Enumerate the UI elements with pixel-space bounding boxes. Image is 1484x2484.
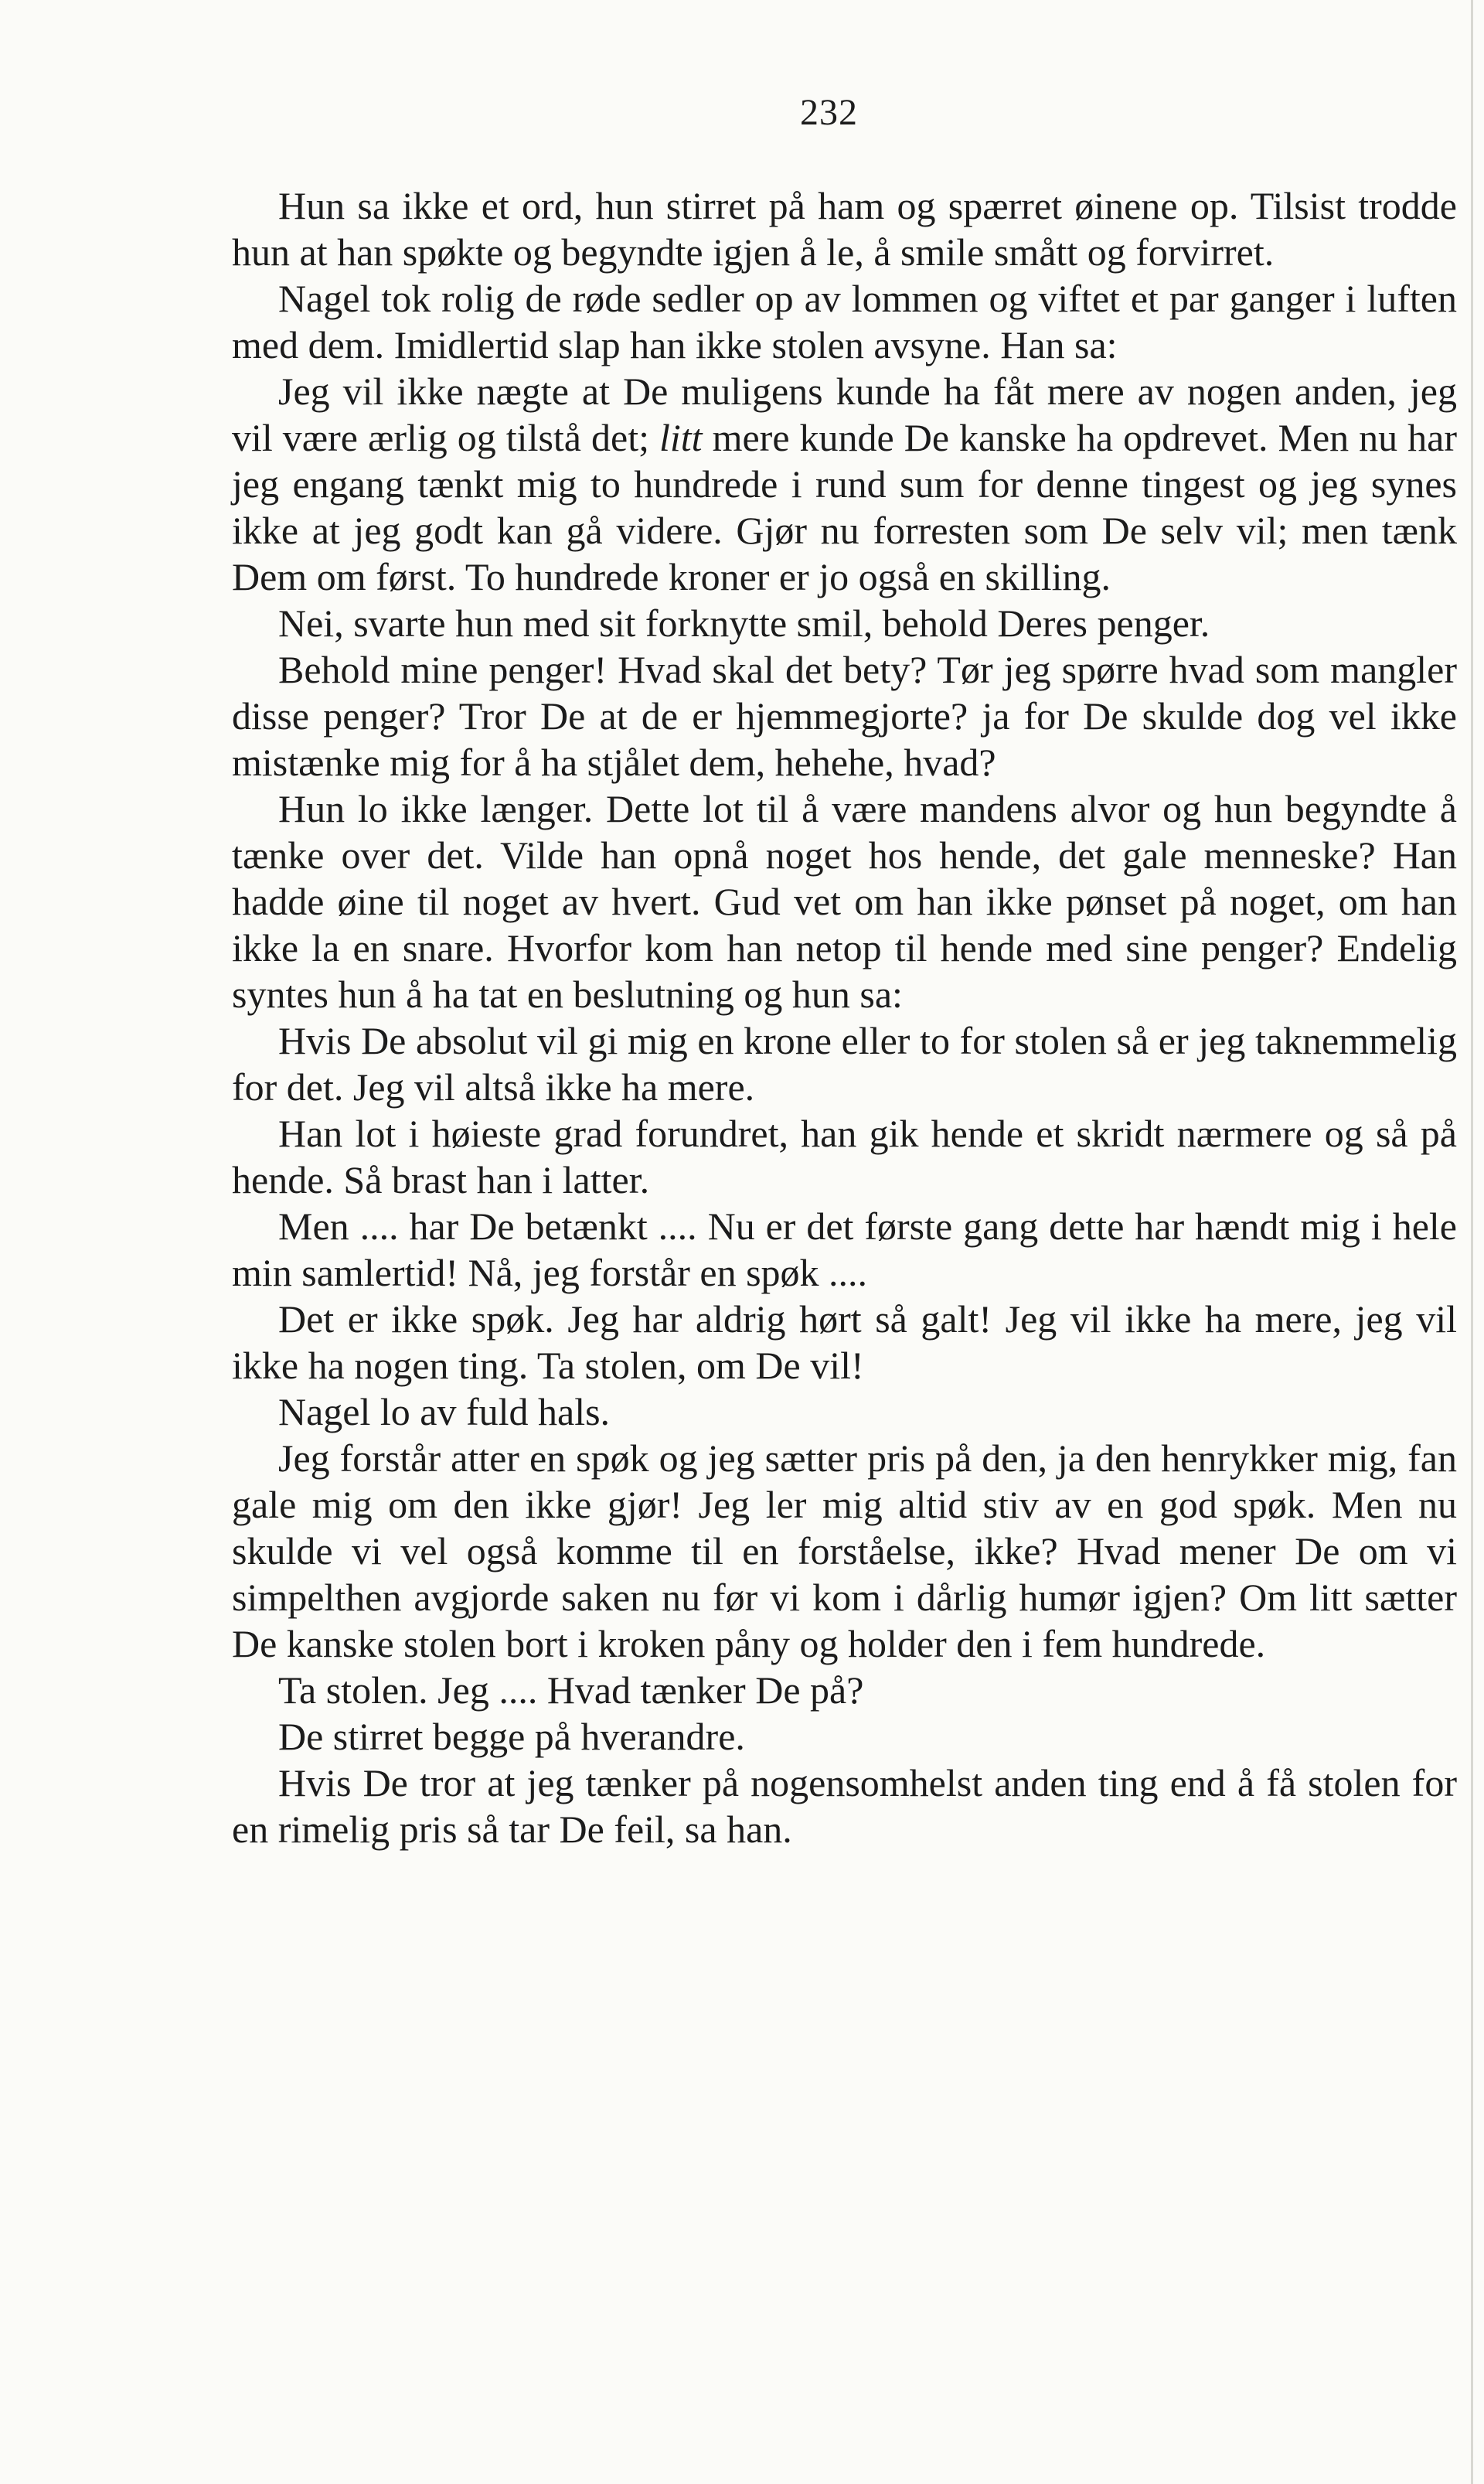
paragraph: Ta stolen. Jeg .... Hvad tænker De på? (278, 1668, 864, 1712)
paragraph: Jeg vil ikke nægte at De muligens kunde ha fåt mere av nogen anden, jeg vil være ærlig og tilstå det; litt mere kunde De kanske ha opdrevet. Men nu har jeg engang tænkt mig to hundrede i rund sum for denne tingest og jeg synes ikke at jeg godt kan gå videre. Gjør nu forresten som De selv vil; men tænk Dem om først. To hundrede kroner er jo også en skilling. (232, 370, 1458, 598)
paragraph: Nei, svarte hun med sit forknytte smil, behold Deres penger. (278, 601, 1210, 645)
paragraph: Jeg forstår atter en spøk og jeg sætter pris på den, ja den henrykker mig, fan gale mig om den ikke gjør! Jeg ler mig altid stiv av en god spøk. Men nu skulde vi vel også komme til en forståelse, ikke? Hvad mener De om vi simpelthen avgjorde saken nu før vi kom i dårlig humør igjen? Om litt sætter De kanske stolen bort i kroken påny og holder den i fem hundrede. (232, 1436, 1457, 1665)
paragraph: Nagel lo av fuld hals. (278, 1390, 611, 1433)
paragraph: Det er ikke spøk. Jeg har aldrig hørt så galt! Jeg vil ikke ha mere, jeg vil ikke ha nogen ting. Ta stolen, om De vil! (232, 1297, 1457, 1387)
body-text (232, 182, 1457, 1852)
paragraph: Hvis De tror at jeg tænker på nogensomhelst anden ting end å få stolen for en rimelig pris så tar De feil, sa han. (232, 1761, 1457, 1851)
paragraph: Behold mine penger! Hvad skal det bety? Tør jeg spørre hvad som mangler disse penger? Tror De at de er hjemmegjorte? ja for De skulde dog vel ikke mistænke mig for å ha stjålet dem, hehehe, hvad? (232, 648, 1457, 784)
paragraph: Men .... har De betænkt .... Nu er det første gang dette har hændt mig i hele min samlertid! Nå, jeg forstår en spøk .... (232, 1205, 1457, 1294)
page-edge (1471, 0, 1473, 2484)
paragraph: Hun lo ikke længer. Dette lot til å være mandens alvor og hun begyndte å tænke over det. Vilde han opnå noget hos hende, det gale menneske? Han hadde øine til noget av hvert. Gud vet om han ikke pønset på noget, om han ikke la en snare. Hvorfor kom han netop til hende med sine penger? Endelig syntes hun å ha tat en beslutning og hun sa: (232, 787, 1457, 1016)
paragraph: De stirret begge på hverandre. (278, 1715, 745, 1758)
paragraph: Hun sa ikke et ord, hun stirret på ham og spærret øinene op. Tilsist trodde hun at han spøkte og begyndte igjen å le, å smile smått og forvirret. (232, 184, 1457, 274)
page-number: 232 (800, 92, 858, 133)
paragraph: Hvis De absolut vil gi mig en krone eller to for stolen så er jeg taknemmelig for det. Jeg vil altså ikke ha mere. (232, 1019, 1457, 1109)
paragraph: Nagel tok rolig de røde sedler op av lommen og viftet et par ganger i luften med dem. Imidlertid slap han ikke stolen avsyne. Han sa: (232, 277, 1457, 366)
paragraph: Han lot i høieste grad forundret, han gik hende et skridt nærmere og så på hende. Så brast han i latter. (232, 1112, 1457, 1201)
